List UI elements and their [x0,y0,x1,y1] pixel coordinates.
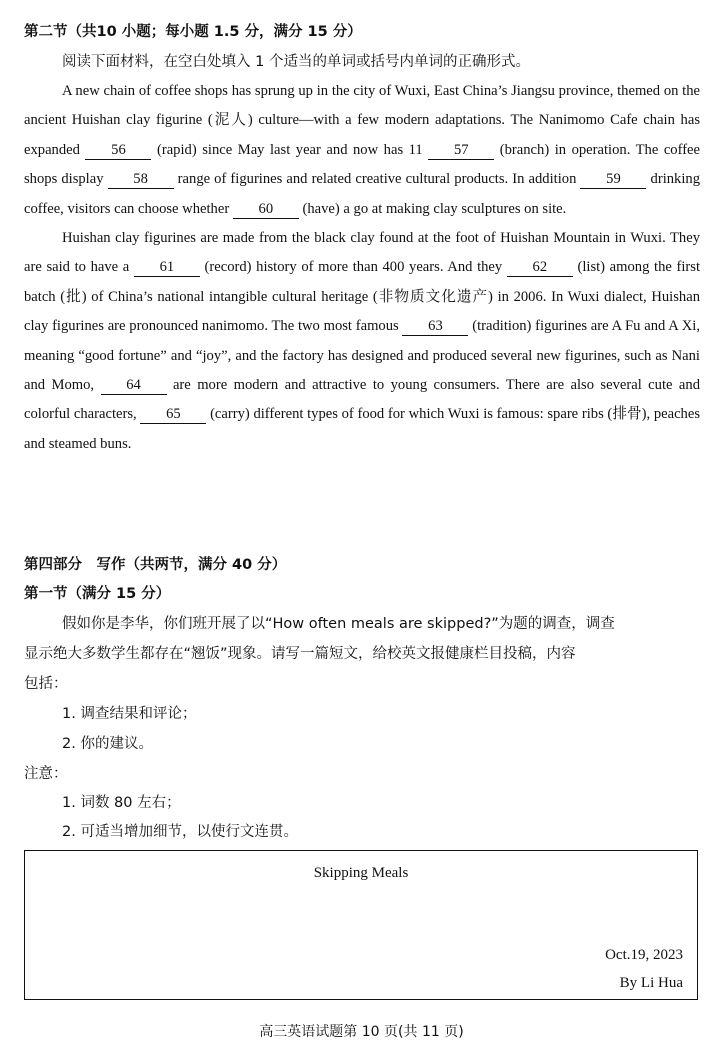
writing-item-1: 1. 调查结果和评论； [62,706,197,722]
cloze-paragraph-1 [24,77,700,224]
blank-59: 59 [580,170,646,189]
passage-text: (rapid) since May last year and now has 11 [151,141,429,158]
passage-text: (tradition) figurines are A Fu and A Xi, meaning “good fortune” and “joy”, and the factory has designed and produced several new figurines, such as Nani and Momo, [24,318,700,394]
blank-61: 61 [134,258,200,277]
section2-instruction: 阅读下面材料，在空白处填入 1 个适当的单词或括号内单词的正确形式。 [62,54,530,70]
passage-text: (branch) in operation. The coffee shops display [24,141,701,188]
note-label: 注意： [24,766,68,782]
blank-63: 63 [402,317,468,336]
passage-text: (record) history of more than 400 years. And they [199,259,507,276]
blank-64: 64 [101,376,167,395]
blank-62: 62 [507,258,573,277]
passage-text: (have) a go at making clay sculptures on site. [298,200,567,217]
blank-57: 57 [428,141,494,160]
note-item-2: 2. 可适当增加细节，以使行文连贯。 [62,824,298,840]
blank-60: 60 [233,200,299,219]
writing-prompt-line-3: 包括： [24,676,68,692]
page-footer: 高三英语试题第 10 页(共 11 页) [259,1024,464,1040]
essay-date: Oct.19, 2023 [605,947,683,963]
writing-prompt-line-2: 显示绝大多数学生都存在“翘饭”现象。请写一篇短文，给校英文报健康栏目投稿，内容 [24,646,576,662]
answer-box [24,850,698,1000]
writing-prompt-line-1: 假如你是李华，你们班开展了以“How often meals are skipped?”为题的调查，调查 [62,616,615,632]
passage-text: (carry) different types of food for which Wuxi is famous: spare ribs (排骨), peaches and steamed buns. [24,406,700,452]
passage-text: drinking coffee, visitors can choose whether [24,171,700,217]
part4-section1-heading: 第一节（满分 15 分） [24,586,171,602]
passage-text: (list) among the first batch (批) of China’s national intangible cultural heritage (非物质文化遗产) in 2006. In Wuxi dialect, Huishan clay figurines are pronounced nanimomo. The two most famous [24,259,701,335]
part4-heading: 第四部分 写作（共两节，满分 40 分） [24,557,287,573]
blank-56: 56 [85,141,151,160]
passage-text: are more modern and attractive to young consumers. There are also several cute and colorful characters, [24,377,700,423]
passage-text: A new chain of coffee shops has sprung up in the city of Wuxi, East China’s Jiangsu province, themed on the ancient Huishan clay figurine (泥人) culture—with a few modern adaptations. The Nanimomo Cafe chain has expanded [24,83,700,158]
passage-text: range of figurines and related creative cultural products. In addition [173,171,581,188]
cloze-paragraph-2 [24,224,700,459]
section2-heading: 第二节（共10 小题；每小题 1.5 分，满分 15 分） [24,24,362,40]
writing-item-2: 2. 你的建议。 [62,736,153,752]
essay-title: Skipping Meals [313,865,409,881]
blank-65: 65 [140,405,206,424]
blank-58: 58 [108,170,174,189]
passage-text: Huishan clay figurines are made from the black clay found at the foot of Huishan Mountain in Wuxi. They are said to have a [24,230,700,276]
cloze-passage [24,77,700,459]
note-item-1: 1. 词数 80 左右； [62,795,181,811]
essay-author: By Li Hua [619,975,683,991]
